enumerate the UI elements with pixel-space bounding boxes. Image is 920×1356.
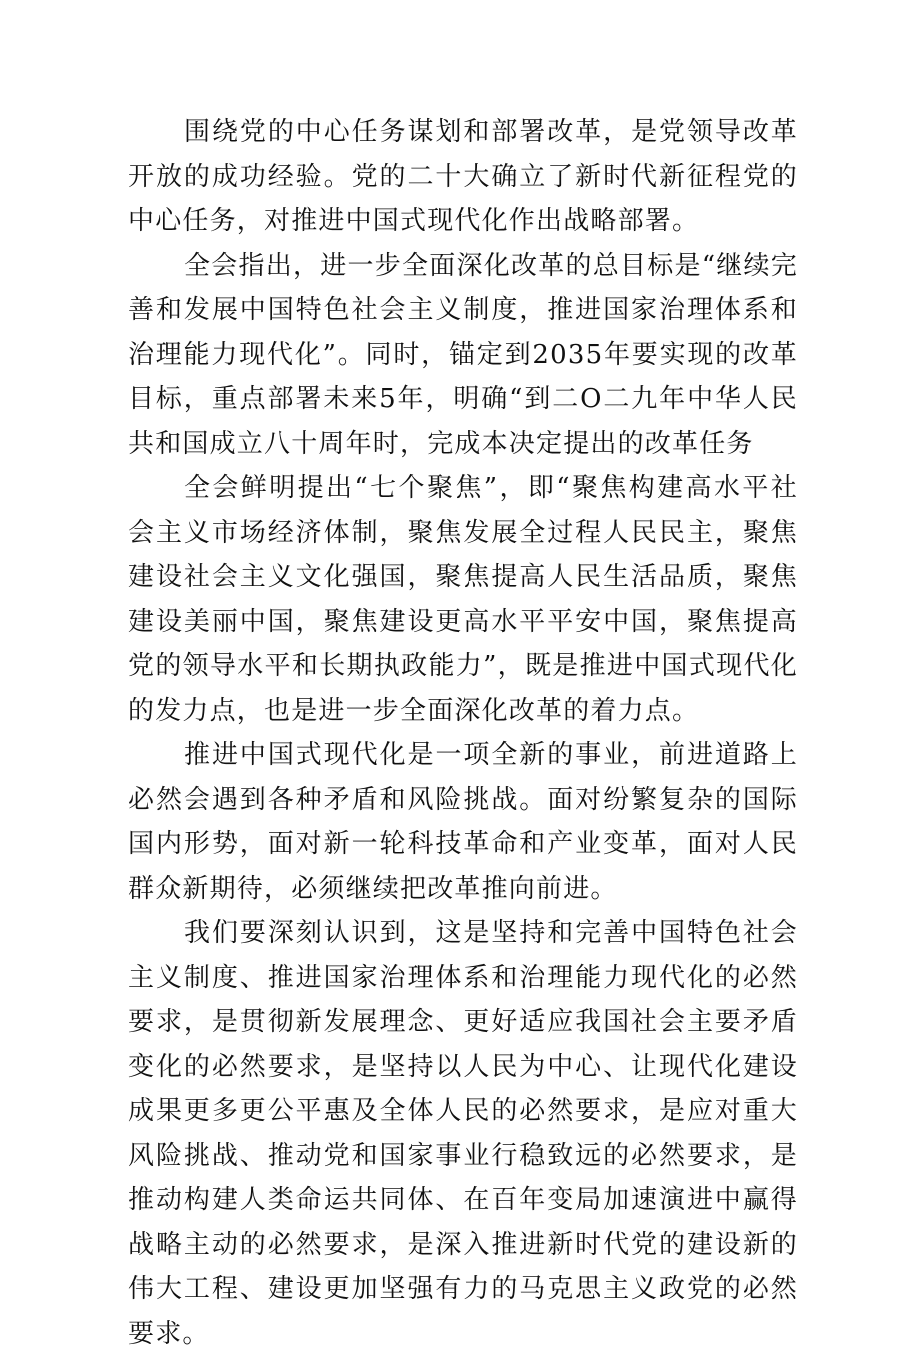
paragraph-2: 全会指出，进一步全面深化改革的总目标是“继续完善和发展中国特色社会主义制度，推进国家治理体系和治理能力现代化”。同时，锚定到2035年要实现的改革目标，重点部署未来5年，明确“到二O二九年中华人民共和国成立八十周年时，完成本决定提出的改革任务 (128, 250, 798, 459)
document-body (128, 110, 798, 1356)
paragraph-1: 围绕党的中心任务谋划和部署改革，是党领导改革开放的成功经验。党的二十大确立了新时代新征程党的中心任务，对推进中国式现代化作出战略部署。 (128, 117, 798, 236)
paragraph-4: 推进中国式现代化是一项全新的事业，前进道路上必然会遇到各种矛盾和风险挑战。面对纷繁复杂的国际国内形势，面对新一轮科技革命和产业变革，面对人民群众新期待，必须继续把改革推向前进。 (128, 740, 798, 904)
paragraph-3: 全会鲜明提出“七个聚焦”，即“聚焦构建高水平社会主义市场经济体制，聚焦发展全过程人民民主，聚焦建设社会主义文化强国，聚焦提高人民生活品质，聚焦建设美丽中国，聚焦建设更高水平平安中国，聚焦提高党的领导水平和长期执政能力”，既是推进中国式现代化的发力点，也是进一步全面深化改革的着力点。 (128, 473, 798, 726)
paragraph-5: 我们要深刻认识到，这是坚持和完善中国特色社会主义制度、推进国家治理体系和治理能力现代化的必然要求，是贯彻新发展理念、更好适应我国社会主要矛盾变化的必然要求，是坚持以人民为中心、让现代化建设成果更多更公平惠及全体人民的必然要求，是应对重大风险挑战、推动党和国家事业行稳致远的必然要求，是推动构建人类命运共同体、在百年变局加速演进中赢得战略主动的必然要求，是深入推进新时代党的建设新的伟大工程、建设更加坚强有力的马克思主义政党的必然要求。 (128, 918, 798, 1349)
